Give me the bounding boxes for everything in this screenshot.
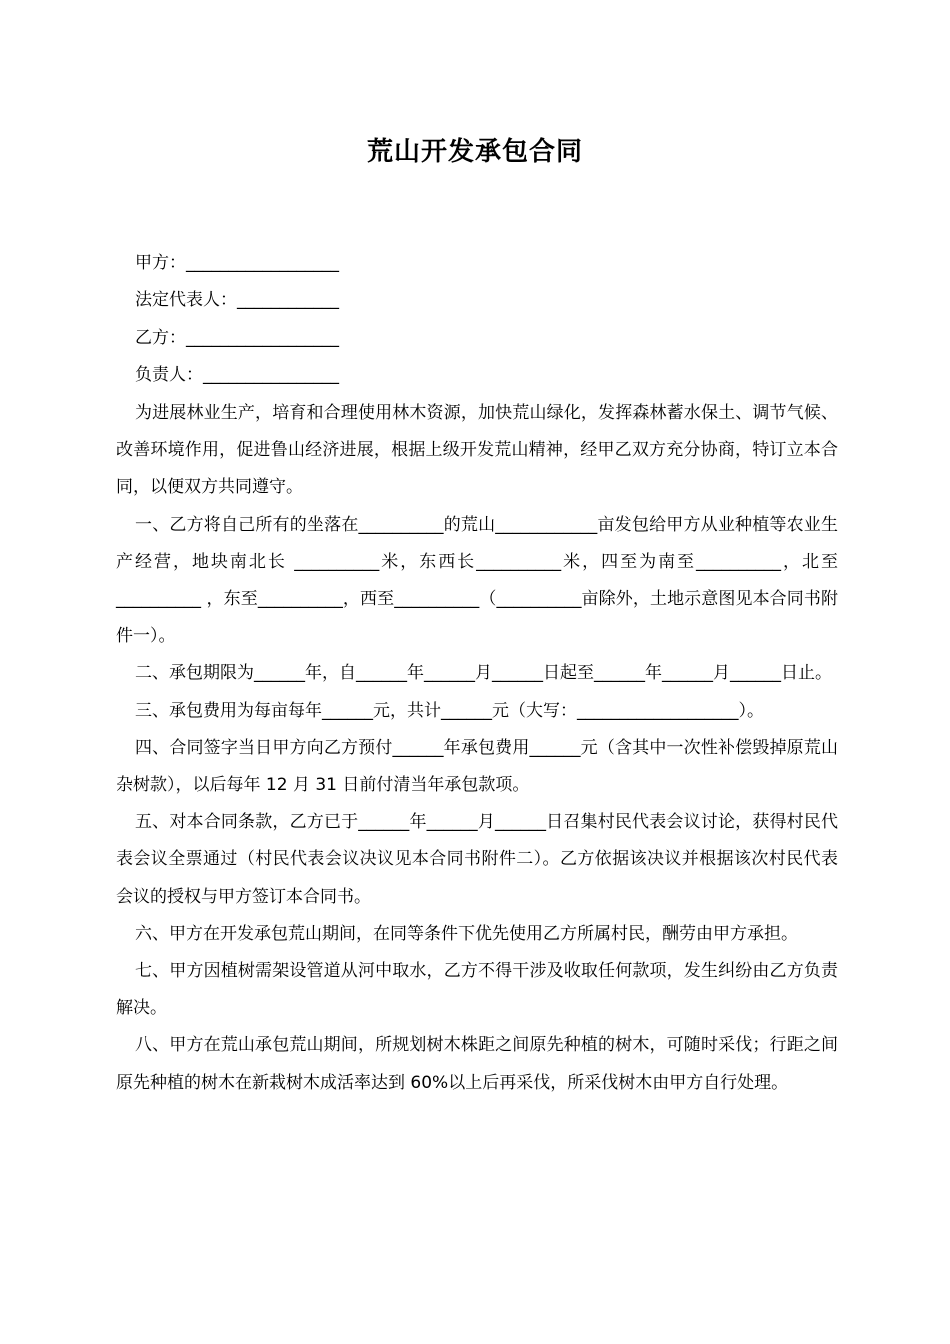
- party-b-field: 乙方：__________________: [135, 328, 339, 348]
- clause-3-paragraph: 三、承包费用为每亩每年______元，共计______元（大写：___________________）。: [135, 700, 764, 721]
- clause-6-paragraph: 六、甲方在开发承包荒山期间，在同等条件下优先使用乙方所属村民，酬劳由甲方承担。: [135, 923, 798, 944]
- clause-8-paragraph: 八、甲方在荒山承包荒山期间，所规划树木株距之间原先种植的树木，可随时采伐；行距之间原先种植的树木在新栽树木成活率达到 60%以上后再采伐，所采伐树木由甲方自行处理。: [116, 1035, 838, 1093]
- legal-representative-field: 法定代表人：____________: [135, 290, 339, 310]
- preamble-paragraph: 为进展林业生产，培育和合理使用林木资源，加快荒山绿化，发挥森林蓄水保土、调节气候、改善环境作用，促进鲁山经济进展，根据上级开发荒山精神，经甲乙双方充分协商，特订立本合同，以便双方共同遵守。: [116, 403, 838, 498]
- contract-body: [116, 395, 838, 1102]
- clause-5-paragraph: 五、对本合同条款，乙方已于______年______月______日召集村民代表会议讨论，获得村民代表会议全票通过（村民代表会议决议见本合同书附件二）。乙方依据该决议并根据该次村民代表会议的授权与甲方签订本合同书。: [116, 812, 838, 907]
- party-a-field: 甲方：__________________: [135, 253, 339, 273]
- clause-4-paragraph: 四、合同签字当日甲方向乙方预付______年承包费用______元（含其中一次性补偿毁掉原荒山杂树款），以后每年 12 月 31 日前付清当年承包款项。: [116, 737, 838, 796]
- document-title: 荒山开发承包合同: [366, 137, 583, 167]
- clause-2-paragraph: 二、承包期限为______年，自______年______月______日起至______年______月______日止。: [135, 663, 832, 684]
- clause-1-paragraph: 一、乙方将自己所有的坐落在__________的荒山____________亩发包给甲方从业种植等农业生产经营，地块南北长 __________米，东西长__________米，四至为南至__________，北至__________ ，东至__________，西至__________（__________亩除外，土地示意图见本合同书附件一）。: [116, 514, 838, 647]
- clause-7-paragraph: 七、甲方因植树需架设管道从河中取水，乙方不得干涉及收取任何款项，发生纠纷由乙方负责解决。: [116, 961, 838, 1019]
- responsible-person-field: 负责人：________________: [135, 365, 339, 385]
